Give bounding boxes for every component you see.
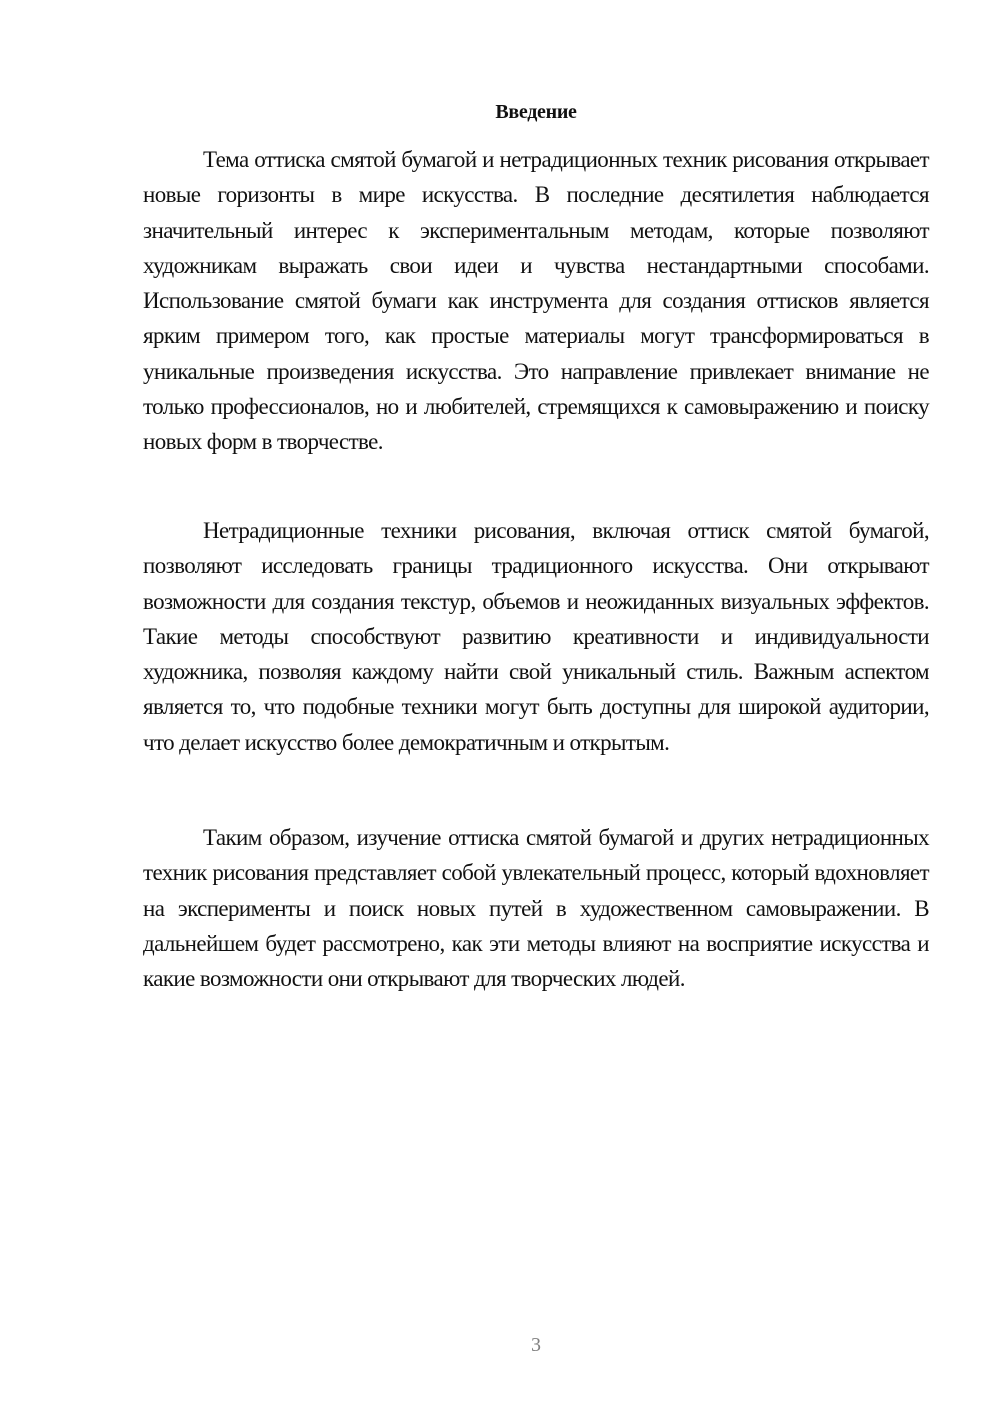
paragraph-conclusion: Таким образом, изучение оттиска смятой бумагой и других нетрадиционных техник рисования представляет собой увлекательный процесс, который вдохновляет на эксперименты и поиск новых путей в художественном самовыражении. В дальнейшем будет рассмотрено, как эти методы влияют на восприятие искусства и какие возможности они открывают для творческих людей. — [143, 825, 929, 992]
paragraph-intro: Тема оттиска смятой бумагой и нетрадиционных техник рисования открывает новые горизонты в мире искусства. В последние десятилетия наблюдается значительный интерес к экспериментальным методам, которые позволяют художникам выражать свои идеи и чувства нестандартными способами. Использование смятой бумаги как инструмента для создания оттисков является ярким примером того, как простые материалы могут трансформироваться в уникальные произведения искусства. Это направление привлекает внимание не только профессионалов, но и любителей, стремящихся к самовыражению и поиску новых форм в творчестве. — [143, 147, 929, 455]
section-heading: Введение — [495, 101, 577, 123]
page-number: 3 — [531, 1334, 541, 1356]
paragraph-techniques: Нетрадиционные техники рисования, включая оттиск смятой бумагой, позволяют исследовать границы традиционного искусства. Они открывают возможности для создания текстур, объемов и неожиданных визуальных эффектов. Такие методы способствуют развитию креативности и индивидуальности художника, позволяя каждому найти свой уникальный стиль. Важным аспектом является то, что подобные техники могут быть доступны для широкой аудитории, что делает искусство более демократичным и открытым. — [143, 518, 929, 755]
